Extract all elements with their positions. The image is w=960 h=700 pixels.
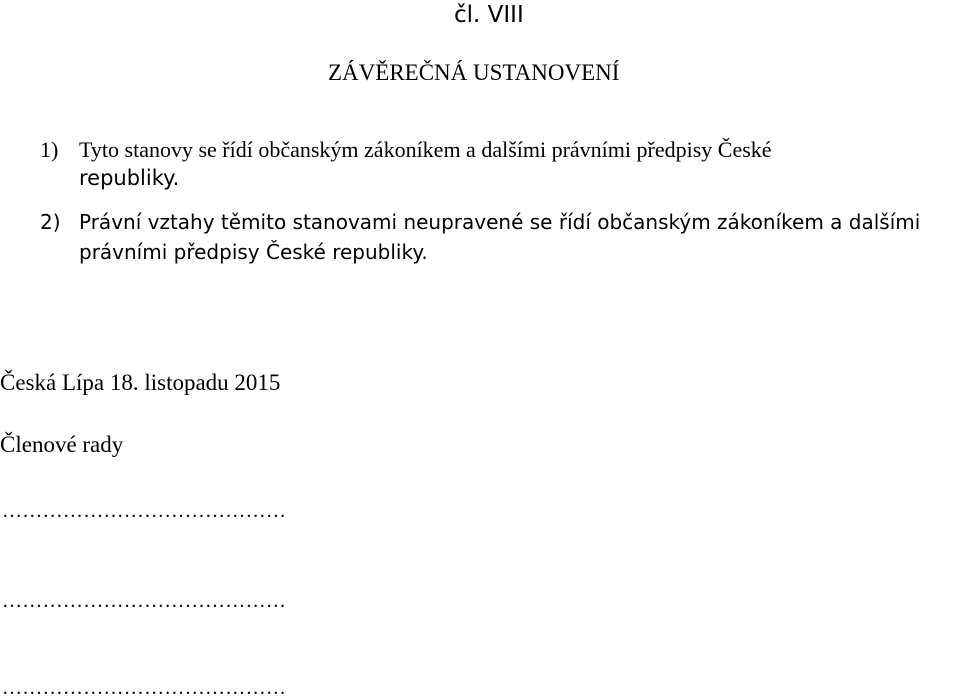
signature-line: ……………………………………	[2, 590, 287, 612]
members-label: Členové rady	[0, 432, 124, 457]
clause-marker: 1)	[40, 137, 59, 162]
signature-line: ……………………………………	[2, 677, 287, 699]
article-title: ZÁVĚREČNÁ USTANOVENÍ	[328, 60, 620, 85]
clause-text-line: Právní vztahy těmito stanovami neupravené se řídí občanským zákoníkem a dalšími	[79, 210, 921, 234]
clause-text-line: právními předpisy České republiky.	[79, 240, 428, 264]
clause-text-line: republiky.	[79, 166, 180, 190]
place-date: Česká Lípa 18. listopadu 2015	[0, 370, 281, 395]
signature-line: ……………………………………	[2, 500, 287, 522]
article-number: čl. VIII	[454, 2, 524, 28]
clause-text-line: Tyto stanovy se řídí občanským zákoníkem a dalšími právními předpisy České	[79, 137, 772, 162]
clause-marker: 2)	[40, 210, 61, 234]
